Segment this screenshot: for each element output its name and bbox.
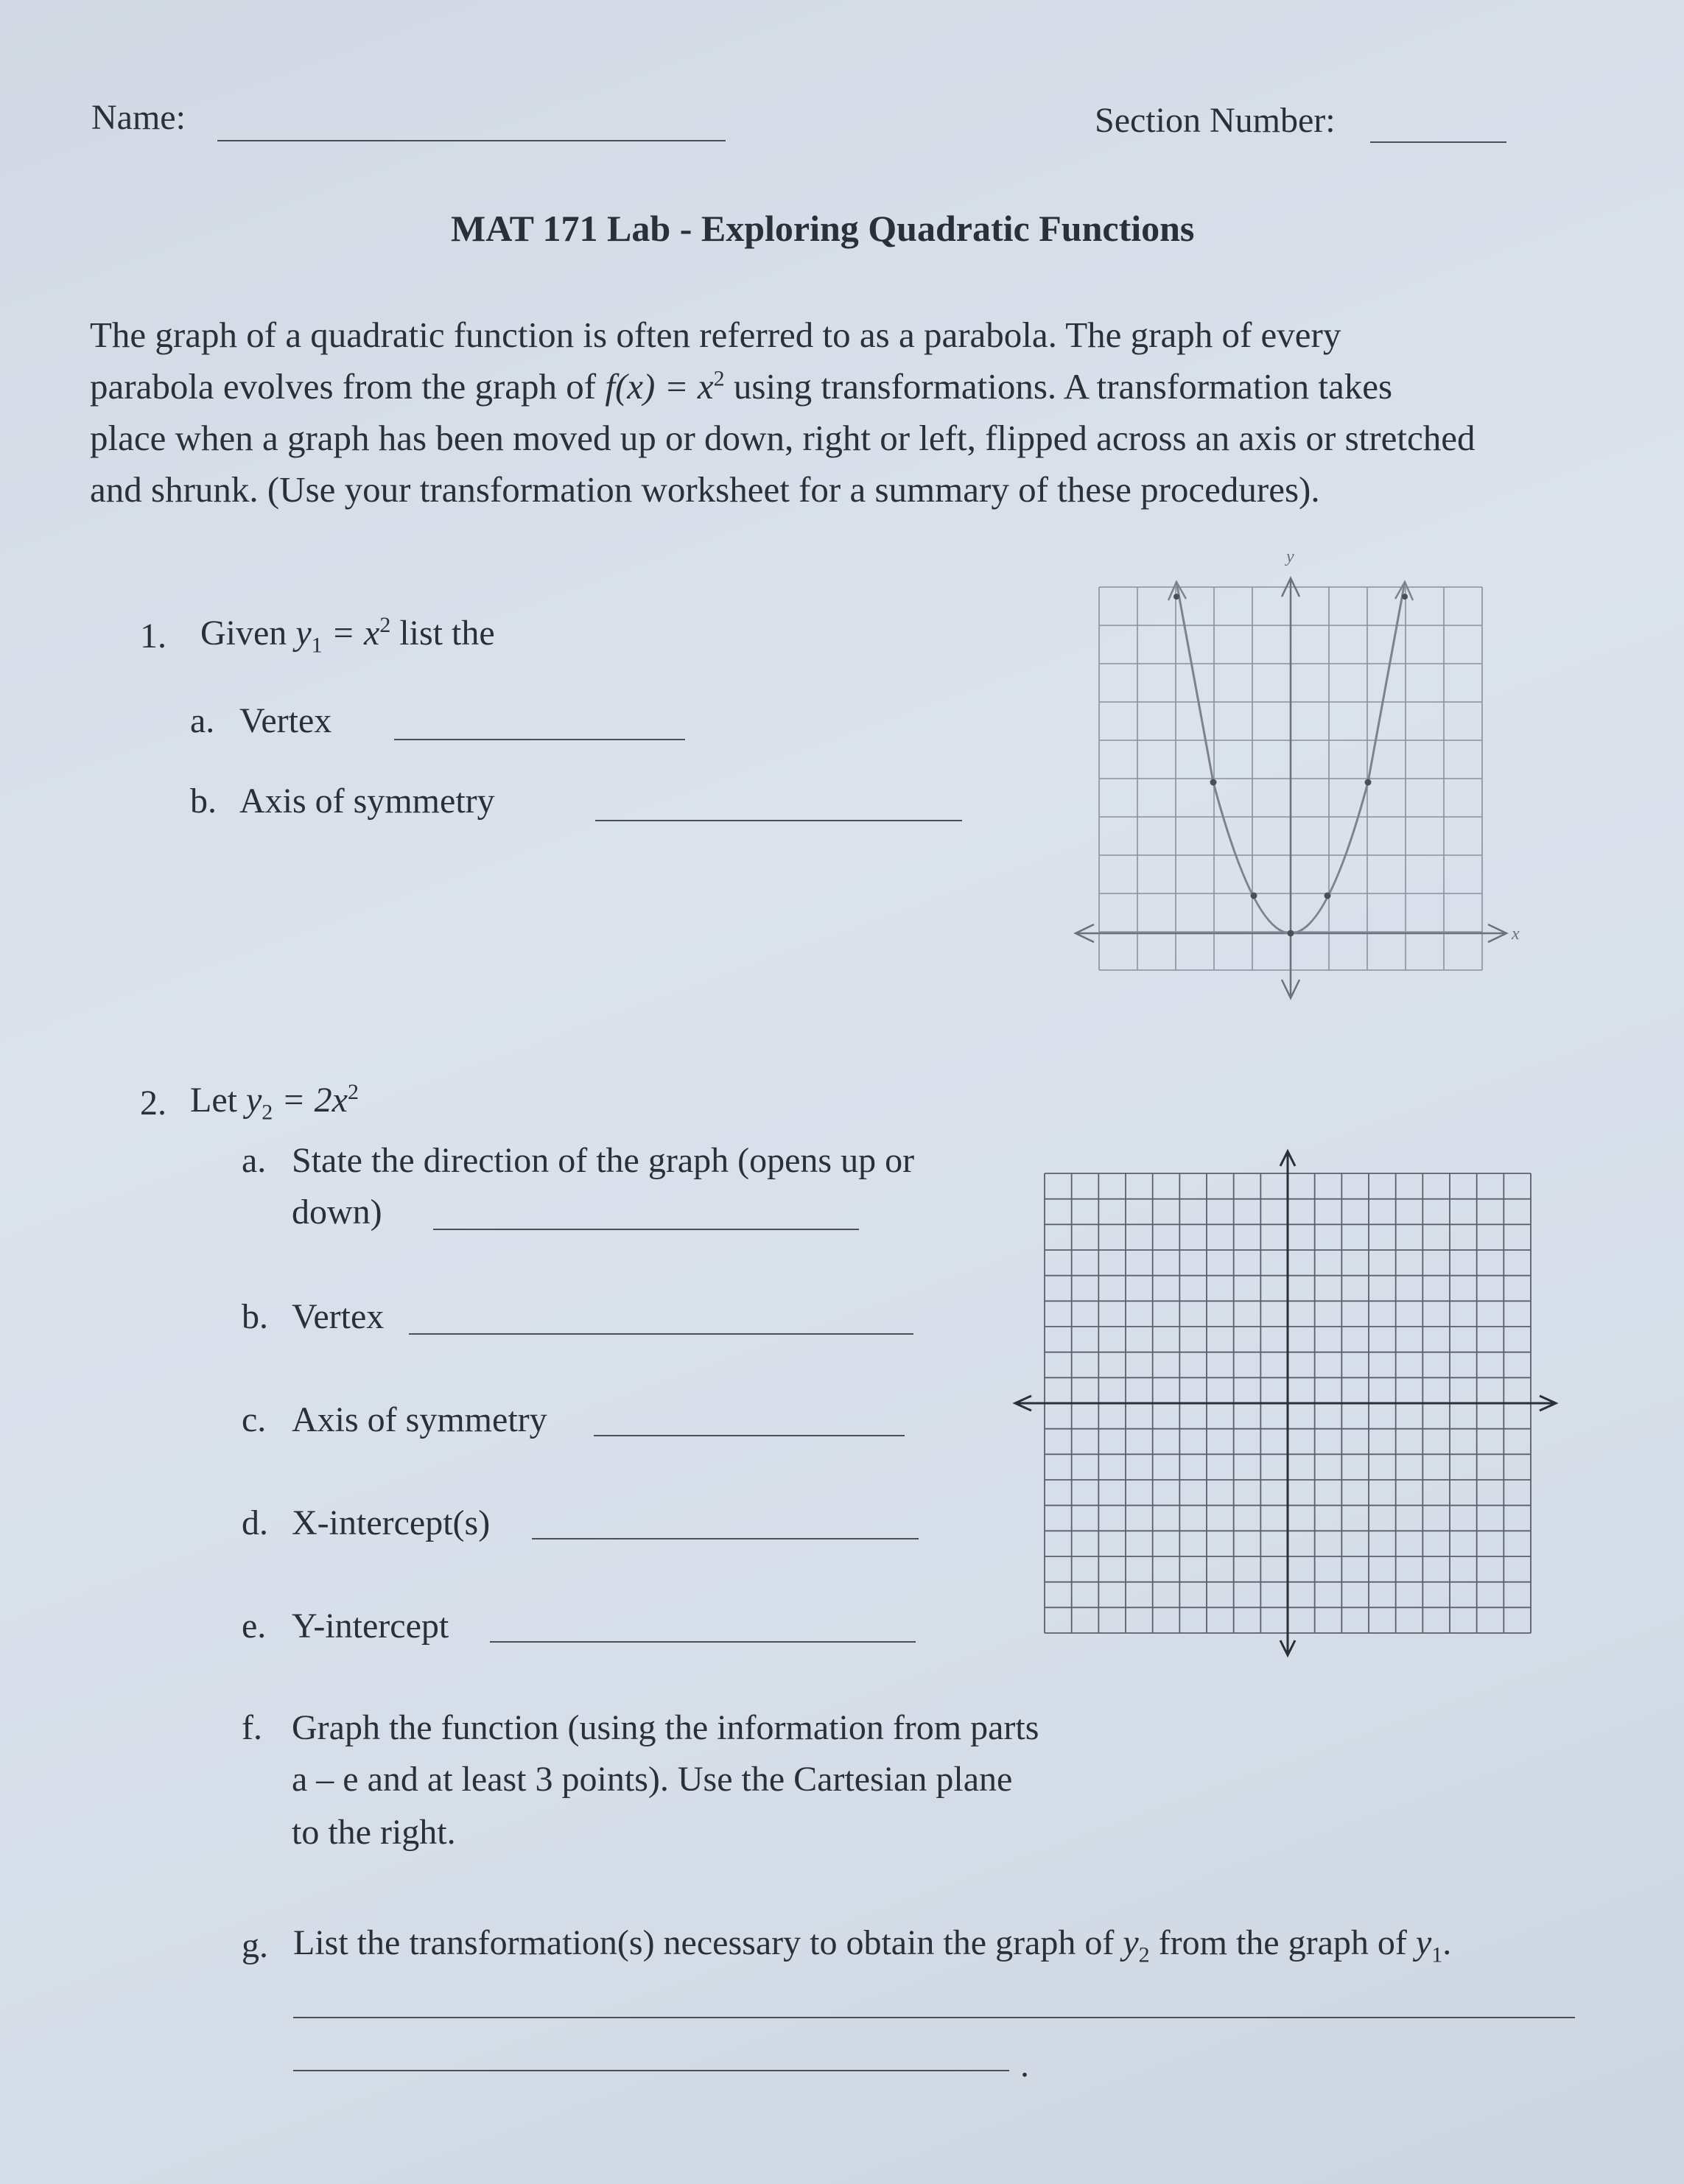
q2-cartesian-plane[interactable] [1009,1145,1562,1661]
q2g-pre: List the transformation(s) necessary to obtain the graph of [293,1923,1115,1962]
q2-formula-var: y [245,1081,262,1120]
q2-number: 2. [140,1084,166,1123]
q2g-label: g. [242,1926,268,1965]
q1-formula-exp: 2 [379,613,391,637]
q2b-text: Vertex [292,1297,385,1336]
section-number-label: Section Number: [1095,101,1336,140]
q1b-text: Axis of symmetry [239,782,495,821]
q1-point [1402,594,1408,600]
q2c-answer-field[interactable] [594,1435,905,1436]
q1-number: 1. [140,617,166,656]
q2f-label: f. [242,1708,262,1747]
name-label: Name: [91,98,186,137]
name-field[interactable] [217,140,726,141]
q2-let: Let [190,1081,237,1120]
q1-list-the: list the [399,614,495,653]
q1b-label: b. [190,782,217,821]
q1a-label: a. [190,701,215,740]
q2d-label: d. [242,1503,268,1542]
q2g-sub2: 1 [1431,1942,1443,1967]
q2g-var2: y [1415,1923,1432,1962]
q2g-mid: from the graph of [1158,1923,1407,1962]
section-number-field[interactable] [1370,141,1506,143]
q2g-sub1: 2 [1138,1942,1150,1967]
q2a-text-line2: down) [292,1193,382,1232]
page-title: MAT 171 Lab - Exploring Quadratic Functions [451,208,1195,249]
q2f-line2: a – e and at least 3 points). Use the Cartesian plane [292,1760,1013,1799]
q1-point [1173,594,1179,600]
q2c-text: Axis of symmetry [292,1400,547,1439]
q1-point [1325,893,1331,899]
q2d-text: X-intercept(s) [292,1503,491,1542]
intro-line-2-post: using transformations. A transformation takes [733,366,1393,407]
q1a-text: Vertex [239,701,332,740]
q2f-line3: to the right. [292,1813,456,1852]
q2c-label: c. [242,1400,267,1439]
q2-formula-rhs: = 2x [281,1081,348,1120]
q2a-answer-field[interactable] [433,1229,859,1230]
q1-point [1365,779,1372,786]
q2g-var1: y [1123,1923,1139,1962]
q1a-answer-field[interactable] [394,739,685,740]
q2e-text: Y-intercept [292,1607,449,1646]
intro-line-2-pre: parabola evolves from the graph of [90,366,597,407]
intro-formula: f(x) = x [605,366,714,407]
intro-paragraph [90,309,1600,516]
q1-given: Given [200,614,287,653]
q2e-answer-field[interactable] [490,1641,916,1643]
q2-formula-sub: 2 [262,1100,273,1125]
q1-prompt [200,613,495,658]
q1-point [1288,930,1294,937]
q2g-answer-line-1[interactable] [293,2017,1575,2018]
intro-formula-exponent: 2 [713,366,725,391]
q2e-label: e. [242,1607,267,1646]
q1-formula-var: y [295,614,312,653]
q2-prompt [190,1080,359,1125]
q1-formula-sub: 1 [311,633,323,658]
q1-graph [1061,541,1532,1005]
q1b-answer-field[interactable] [595,820,962,821]
intro-line-4: and shrunk. (Use your transformation worksheet for a summary of these procedures). [90,469,1320,510]
q2f-line1: Graph the function (using the information from parts [292,1708,1039,1747]
q2-formula-exp: 2 [347,1080,359,1104]
q2b-answer-field[interactable] [409,1333,913,1335]
q2d-answer-field[interactable] [532,1538,919,1539]
q1-point [1251,893,1257,899]
q2g-text [293,1923,1452,1967]
q2g-end: . [1442,1923,1452,1962]
intro-line-1: The graph of a quadratic function is often referred to as a parabola. The graph of every [90,315,1341,355]
q1-formula-rhs: = x [331,614,380,653]
q2a-label: a. [242,1141,267,1180]
q2g-answer-period: . [1020,2046,1029,2085]
q2a-text-line1: State the direction of the graph (opens up or [292,1141,915,1180]
q1-point [1210,779,1217,786]
q1-x-axis-label: x [1512,924,1520,944]
q2g-answer-line-2[interactable] [293,2070,1009,2071]
q2b-label: b. [242,1297,268,1336]
intro-line-3: place when a graph has been moved up or down, right or left, flipped across an axis or stretched [90,418,1476,458]
q1-y-axis-label: y [1286,547,1294,566]
intro-line-2 [90,361,1600,412]
